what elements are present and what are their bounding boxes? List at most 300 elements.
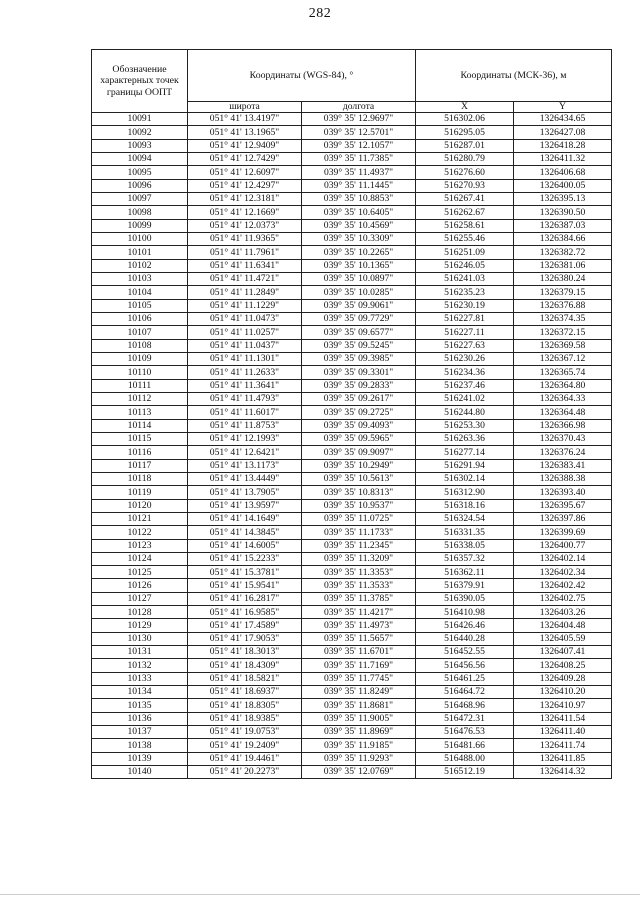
longitude-cell: 039° 35' 11.0725" xyxy=(302,512,416,525)
table-row xyxy=(92,259,612,272)
latitude-cell: 051° 41' 18.3013" xyxy=(188,646,302,659)
point-id-cell: 10123 xyxy=(92,539,188,552)
page-number: 282 xyxy=(308,6,332,21)
point-id-cell: 10114 xyxy=(92,419,188,432)
latitude-cell: 051° 41' 12.1669" xyxy=(188,206,302,219)
table-row xyxy=(92,672,612,685)
latitude-cell: 051° 41' 13.7905" xyxy=(188,486,302,499)
x-cell: 516481.66 xyxy=(416,739,514,752)
longitude-cell: 039° 35' 10.2265" xyxy=(302,246,416,259)
longitude-cell: 039° 35' 10.4569" xyxy=(302,219,416,232)
x-cell: 516241.03 xyxy=(416,272,514,285)
point-id-cell: 10130 xyxy=(92,632,188,645)
longitude-cell: 039° 35' 11.3209" xyxy=(302,552,416,565)
latitude-cell: 051° 41' 13.1965" xyxy=(188,126,302,139)
table-row xyxy=(92,286,612,299)
point-id-cell: 10133 xyxy=(92,672,188,685)
table-row xyxy=(92,299,612,312)
x-cell: 516230.19 xyxy=(416,299,514,312)
y-cell: 1326369.58 xyxy=(514,339,612,352)
table-row xyxy=(92,726,612,739)
longitude-cell: 039° 35' 09.4093" xyxy=(302,419,416,432)
point-id-cell: 10098 xyxy=(92,206,188,219)
header-y: Y xyxy=(514,102,612,113)
latitude-cell: 051° 41' 11.1301" xyxy=(188,352,302,365)
x-cell: 516456.56 xyxy=(416,659,514,672)
y-cell: 1326382.72 xyxy=(514,246,612,259)
x-cell: 516258.61 xyxy=(416,219,514,232)
header-longitude: долгота xyxy=(302,102,416,113)
y-cell: 1326402.14 xyxy=(514,552,612,565)
y-cell: 1326397.86 xyxy=(514,512,612,525)
table-row xyxy=(92,166,612,179)
table-row xyxy=(92,699,612,712)
latitude-cell: 051° 41' 20.2273" xyxy=(188,766,302,779)
x-cell: 516251.09 xyxy=(416,246,514,259)
table-row xyxy=(92,139,612,152)
y-cell: 1326405.59 xyxy=(514,632,612,645)
latitude-cell: 051° 41' 12.6421" xyxy=(188,446,302,459)
x-cell: 516362.11 xyxy=(416,566,514,579)
point-id-cell: 10117 xyxy=(92,459,188,472)
x-cell: 516227.11 xyxy=(416,326,514,339)
latitude-cell: 051° 41' 12.9409" xyxy=(188,139,302,152)
latitude-cell: 051° 41' 14.3845" xyxy=(188,526,302,539)
x-cell: 516302.06 xyxy=(416,113,514,126)
coordinates-table xyxy=(91,49,612,779)
point-id-cell: 10101 xyxy=(92,246,188,259)
longitude-cell: 039° 35' 11.7169" xyxy=(302,659,416,672)
y-cell: 1326411.85 xyxy=(514,752,612,765)
longitude-cell: 039° 35' 09.7729" xyxy=(302,312,416,325)
y-cell: 1326365.74 xyxy=(514,366,612,379)
table-row xyxy=(92,739,612,752)
y-cell: 1326403.26 xyxy=(514,606,612,619)
table-row xyxy=(92,312,612,325)
x-cell: 516270.93 xyxy=(416,179,514,192)
table-row xyxy=(92,606,612,619)
x-cell: 516253.30 xyxy=(416,419,514,432)
y-cell: 1326379.15 xyxy=(514,286,612,299)
latitude-cell: 051° 41' 13.4449" xyxy=(188,472,302,485)
point-id-cell: 10113 xyxy=(92,406,188,419)
latitude-cell: 051° 41' 11.2633" xyxy=(188,366,302,379)
point-id-cell: 10109 xyxy=(92,352,188,365)
table-row xyxy=(92,592,612,605)
point-id-cell: 10131 xyxy=(92,646,188,659)
y-cell: 1326402.34 xyxy=(514,566,612,579)
y-cell: 1326399.69 xyxy=(514,526,612,539)
longitude-cell: 039° 35' 10.8853" xyxy=(302,192,416,205)
y-cell: 1326393.40 xyxy=(514,486,612,499)
longitude-cell: 039° 35' 11.7745" xyxy=(302,672,416,685)
longitude-cell: 039° 35' 10.5613" xyxy=(302,472,416,485)
x-cell: 516302.14 xyxy=(416,472,514,485)
x-cell: 516234.36 xyxy=(416,366,514,379)
table-row xyxy=(92,486,612,499)
x-cell: 516318.16 xyxy=(416,499,514,512)
longitude-cell: 039° 35' 11.9293" xyxy=(302,752,416,765)
x-cell: 516331.35 xyxy=(416,526,514,539)
longitude-cell: 039° 35' 11.5657" xyxy=(302,632,416,645)
header-point-label: Обозначение характерных точек границы ООПТ xyxy=(92,50,188,113)
table-row xyxy=(92,659,612,672)
header-msk-label: Координаты (МСК-36), м xyxy=(416,50,612,102)
table-row xyxy=(92,539,612,552)
y-cell: 1326395.67 xyxy=(514,499,612,512)
y-cell: 1326411.40 xyxy=(514,726,612,739)
longitude-cell: 039° 35' 11.9005" xyxy=(302,712,416,725)
latitude-cell: 051° 41' 14.6005" xyxy=(188,539,302,552)
longitude-cell: 039° 35' 11.9185" xyxy=(302,739,416,752)
longitude-cell: 039° 35' 09.5245" xyxy=(302,339,416,352)
latitude-cell: 051° 41' 13.4197" xyxy=(188,113,302,126)
table-row xyxy=(92,179,612,192)
y-cell: 1326402.42 xyxy=(514,579,612,592)
table-row xyxy=(92,579,612,592)
table-row xyxy=(92,192,612,205)
y-cell: 1326404.48 xyxy=(514,619,612,632)
x-cell: 516227.63 xyxy=(416,339,514,352)
y-cell: 1326434.65 xyxy=(514,113,612,126)
latitude-cell: 051° 41' 11.0437" xyxy=(188,339,302,352)
table-row xyxy=(92,152,612,165)
table-row xyxy=(92,246,612,259)
y-cell: 1326411.54 xyxy=(514,712,612,725)
page-bottom-rule xyxy=(0,894,640,895)
y-cell: 1326384.66 xyxy=(514,232,612,245)
longitude-cell: 039° 35' 12.0769" xyxy=(302,766,416,779)
y-cell: 1326364.80 xyxy=(514,379,612,392)
longitude-cell: 039° 35' 11.2345" xyxy=(302,539,416,552)
point-id-cell: 10095 xyxy=(92,166,188,179)
latitude-cell: 051° 41' 12.7429" xyxy=(188,152,302,165)
point-id-cell: 10140 xyxy=(92,766,188,779)
latitude-cell: 051° 41' 11.9365" xyxy=(188,232,302,245)
latitude-cell: 051° 41' 14.1649" xyxy=(188,512,302,525)
y-cell: 1326411.74 xyxy=(514,739,612,752)
y-cell: 1326395.13 xyxy=(514,192,612,205)
point-id-cell: 10099 xyxy=(92,219,188,232)
longitude-cell: 039° 35' 10.8313" xyxy=(302,486,416,499)
longitude-cell: 039° 35' 10.3309" xyxy=(302,232,416,245)
x-cell: 516476.53 xyxy=(416,726,514,739)
point-id-cell: 10120 xyxy=(92,499,188,512)
x-cell: 516241.02 xyxy=(416,392,514,405)
x-cell: 516227.81 xyxy=(416,312,514,325)
point-id-cell: 10108 xyxy=(92,339,188,352)
table-row xyxy=(92,113,612,126)
y-cell: 1326406.68 xyxy=(514,166,612,179)
y-cell: 1326390.50 xyxy=(514,206,612,219)
x-cell: 516472.31 xyxy=(416,712,514,725)
table-row xyxy=(92,446,612,459)
y-cell: 1326402.75 xyxy=(514,592,612,605)
latitude-cell: 051° 41' 11.2849" xyxy=(188,286,302,299)
y-cell: 1326364.48 xyxy=(514,406,612,419)
point-id-cell: 10132 xyxy=(92,659,188,672)
table-row xyxy=(92,686,612,699)
latitude-cell: 051° 41' 13.1173" xyxy=(188,459,302,472)
y-cell: 1326387.03 xyxy=(514,219,612,232)
point-id-cell: 10124 xyxy=(92,552,188,565)
latitude-cell: 051° 41' 15.3781" xyxy=(188,566,302,579)
y-cell: 1326374.35 xyxy=(514,312,612,325)
table-row xyxy=(92,339,612,352)
point-id-cell: 10126 xyxy=(92,579,188,592)
point-id-cell: 10102 xyxy=(92,259,188,272)
y-cell: 1326400.77 xyxy=(514,539,612,552)
latitude-cell: 051° 41' 11.0257" xyxy=(188,326,302,339)
y-cell: 1326376.88 xyxy=(514,299,612,312)
longitude-cell: 039° 35' 12.9697" xyxy=(302,113,416,126)
table-row xyxy=(92,499,612,512)
longitude-cell: 039° 35' 10.0897" xyxy=(302,272,416,285)
longitude-cell: 039° 35' 11.6701" xyxy=(302,646,416,659)
longitude-cell: 039° 35' 09.2833" xyxy=(302,379,416,392)
latitude-cell: 051° 41' 18.8305" xyxy=(188,699,302,712)
x-cell: 516390.05 xyxy=(416,592,514,605)
point-id-cell: 10121 xyxy=(92,512,188,525)
latitude-cell: 051° 41' 12.4297" xyxy=(188,179,302,192)
y-cell: 1326411.32 xyxy=(514,152,612,165)
table-row xyxy=(92,512,612,525)
x-cell: 516262.67 xyxy=(416,206,514,219)
point-id-cell: 10137 xyxy=(92,726,188,739)
longitude-cell: 039° 35' 12.5701" xyxy=(302,126,416,139)
longitude-cell: 039° 35' 10.9537" xyxy=(302,499,416,512)
y-cell: 1326380.24 xyxy=(514,272,612,285)
point-id-cell: 10134 xyxy=(92,686,188,699)
table-row xyxy=(92,326,612,339)
latitude-cell: 051° 41' 18.5821" xyxy=(188,672,302,685)
table-row xyxy=(92,459,612,472)
y-cell: 1326370.43 xyxy=(514,432,612,445)
table-row xyxy=(92,552,612,565)
table-row xyxy=(92,366,612,379)
x-cell: 516280.79 xyxy=(416,152,514,165)
x-cell: 516324.54 xyxy=(416,512,514,525)
longitude-cell: 039° 35' 12.1057" xyxy=(302,139,416,152)
y-cell: 1326418.28 xyxy=(514,139,612,152)
latitude-cell: 051° 41' 17.4589" xyxy=(188,619,302,632)
point-id-cell: 10097 xyxy=(92,192,188,205)
latitude-cell: 051° 41' 19.4461" xyxy=(188,752,302,765)
latitude-cell: 051° 41' 13.9597" xyxy=(188,499,302,512)
longitude-cell: 039° 35' 09.9061" xyxy=(302,299,416,312)
table-body xyxy=(92,113,612,779)
x-cell: 516287.01 xyxy=(416,139,514,152)
latitude-cell: 051° 41' 19.0753" xyxy=(188,726,302,739)
x-cell: 516291.94 xyxy=(416,459,514,472)
table-row xyxy=(92,472,612,485)
point-id-cell: 10135 xyxy=(92,699,188,712)
latitude-cell: 051° 41' 19.2409" xyxy=(188,739,302,752)
longitude-cell: 039° 35' 09.5965" xyxy=(302,432,416,445)
latitude-cell: 051° 41' 11.1229" xyxy=(188,299,302,312)
longitude-cell: 039° 35' 11.3533" xyxy=(302,579,416,592)
longitude-cell: 039° 35' 09.2725" xyxy=(302,406,416,419)
table-row xyxy=(92,126,612,139)
x-cell: 516452.55 xyxy=(416,646,514,659)
table-row xyxy=(92,232,612,245)
table-row xyxy=(92,392,612,405)
point-id-cell: 10110 xyxy=(92,366,188,379)
longitude-cell: 039° 35' 11.8969" xyxy=(302,726,416,739)
longitude-cell: 039° 35' 10.2949" xyxy=(302,459,416,472)
x-cell: 516246.05 xyxy=(416,259,514,272)
longitude-cell: 039° 35' 11.4217" xyxy=(302,606,416,619)
y-cell: 1326427.08 xyxy=(514,126,612,139)
table-header-row xyxy=(92,50,612,102)
x-cell: 516440.28 xyxy=(416,632,514,645)
header-wgs-label: Координаты (WGS-84), ° xyxy=(188,50,416,102)
longitude-cell: 039° 35' 11.8681" xyxy=(302,699,416,712)
table-row xyxy=(92,632,612,645)
table-row xyxy=(92,352,612,365)
latitude-cell: 051° 41' 11.3641" xyxy=(188,379,302,392)
table-row xyxy=(92,646,612,659)
x-cell: 516410.98 xyxy=(416,606,514,619)
latitude-cell: 051° 41' 11.7961" xyxy=(188,246,302,259)
y-cell: 1326400.05 xyxy=(514,179,612,192)
table-row xyxy=(92,619,612,632)
x-cell: 516468.96 xyxy=(416,699,514,712)
table-row xyxy=(92,432,612,445)
x-cell: 516255.46 xyxy=(416,232,514,245)
x-cell: 516230.26 xyxy=(416,352,514,365)
latitude-cell: 051° 41' 17.9053" xyxy=(188,632,302,645)
point-id-cell: 10093 xyxy=(92,139,188,152)
table-row xyxy=(92,566,612,579)
header-x: X xyxy=(416,102,514,113)
x-cell: 516379.91 xyxy=(416,579,514,592)
point-id-cell: 10119 xyxy=(92,486,188,499)
point-id-cell: 10105 xyxy=(92,299,188,312)
latitude-cell: 051° 41' 11.6341" xyxy=(188,259,302,272)
latitude-cell: 051° 41' 12.1993" xyxy=(188,432,302,445)
point-id-cell: 10106 xyxy=(92,312,188,325)
table-row xyxy=(92,272,612,285)
latitude-cell: 051° 41' 18.6937" xyxy=(188,686,302,699)
latitude-cell: 051° 41' 11.8753" xyxy=(188,419,302,432)
longitude-cell: 039° 35' 11.4937" xyxy=(302,166,416,179)
latitude-cell: 051° 41' 12.6097" xyxy=(188,166,302,179)
y-cell: 1326364.33 xyxy=(514,392,612,405)
longitude-cell: 039° 35' 09.6577" xyxy=(302,326,416,339)
y-cell: 1326407.41 xyxy=(514,646,612,659)
point-id-cell: 10129 xyxy=(92,619,188,632)
latitude-cell: 051° 41' 11.4793" xyxy=(188,392,302,405)
x-cell: 516461.25 xyxy=(416,672,514,685)
y-cell: 1326409.28 xyxy=(514,672,612,685)
y-cell: 1326372.15 xyxy=(514,326,612,339)
point-id-cell: 10100 xyxy=(92,232,188,245)
y-cell: 1326410.97 xyxy=(514,699,612,712)
latitude-cell: 051° 41' 12.3181" xyxy=(188,192,302,205)
x-cell: 516267.41 xyxy=(416,192,514,205)
latitude-cell: 051° 41' 18.9385" xyxy=(188,712,302,725)
table-row xyxy=(92,406,612,419)
table-row xyxy=(92,379,612,392)
point-id-cell: 10103 xyxy=(92,272,188,285)
point-id-cell: 10138 xyxy=(92,739,188,752)
longitude-cell: 039° 35' 09.2617" xyxy=(302,392,416,405)
point-id-cell: 10092 xyxy=(92,126,188,139)
point-id-cell: 10116 xyxy=(92,446,188,459)
x-cell: 516338.05 xyxy=(416,539,514,552)
longitude-cell: 039° 35' 11.1445" xyxy=(302,179,416,192)
point-id-cell: 10136 xyxy=(92,712,188,725)
latitude-cell: 051° 41' 11.4721" xyxy=(188,272,302,285)
x-cell: 516277.14 xyxy=(416,446,514,459)
latitude-cell: 051° 41' 15.2233" xyxy=(188,552,302,565)
x-cell: 516244.80 xyxy=(416,406,514,419)
latitude-cell: 051° 41' 18.4309" xyxy=(188,659,302,672)
table-row xyxy=(92,419,612,432)
table-row xyxy=(92,206,612,219)
y-cell: 1326410.20 xyxy=(514,686,612,699)
y-cell: 1326366.98 xyxy=(514,419,612,432)
table-row xyxy=(92,219,612,232)
x-cell: 516357.32 xyxy=(416,552,514,565)
longitude-cell: 039° 35' 09.3301" xyxy=(302,366,416,379)
latitude-cell: 051° 41' 15.9541" xyxy=(188,579,302,592)
point-id-cell: 10112 xyxy=(92,392,188,405)
longitude-cell: 039° 35' 11.8249" xyxy=(302,686,416,699)
latitude-cell: 051° 41' 11.6017" xyxy=(188,406,302,419)
point-id-cell: 10094 xyxy=(92,152,188,165)
latitude-cell: 051° 41' 11.0473" xyxy=(188,312,302,325)
header-latitude: широта xyxy=(188,102,302,113)
longitude-cell: 039° 35' 11.4973" xyxy=(302,619,416,632)
longitude-cell: 039° 35' 10.6405" xyxy=(302,206,416,219)
x-cell: 516276.60 xyxy=(416,166,514,179)
point-id-cell: 10107 xyxy=(92,326,188,339)
point-id-cell: 10128 xyxy=(92,606,188,619)
longitude-cell: 039° 35' 09.9097" xyxy=(302,446,416,459)
y-cell: 1326367.12 xyxy=(514,352,612,365)
x-cell: 516488.00 xyxy=(416,752,514,765)
latitude-cell: 051° 41' 16.9585" xyxy=(188,606,302,619)
y-cell: 1326376.24 xyxy=(514,446,612,459)
x-cell: 516312.90 xyxy=(416,486,514,499)
point-id-cell: 10096 xyxy=(92,179,188,192)
longitude-cell: 039° 35' 10.0285" xyxy=(302,286,416,299)
longitude-cell: 039° 35' 11.1733" xyxy=(302,526,416,539)
y-cell: 1326388.38 xyxy=(514,472,612,485)
point-id-cell: 10127 xyxy=(92,592,188,605)
point-id-cell: 10111 xyxy=(92,379,188,392)
y-cell: 1326408.25 xyxy=(514,659,612,672)
point-id-cell: 10118 xyxy=(92,472,188,485)
latitude-cell: 051° 41' 16.2817" xyxy=(188,592,302,605)
table-row xyxy=(92,752,612,765)
longitude-cell: 039° 35' 09.3985" xyxy=(302,352,416,365)
y-cell: 1326383.41 xyxy=(514,459,612,472)
point-id-cell: 10091 xyxy=(92,113,188,126)
point-id-cell: 10104 xyxy=(92,286,188,299)
point-id-cell: 10139 xyxy=(92,752,188,765)
y-cell: 1326381.06 xyxy=(514,259,612,272)
table-row xyxy=(92,712,612,725)
latitude-cell: 051° 41' 12.0373" xyxy=(188,219,302,232)
point-id-cell: 10115 xyxy=(92,432,188,445)
x-cell: 516235.23 xyxy=(416,286,514,299)
point-id-cell: 10125 xyxy=(92,566,188,579)
y-cell: 1326414.32 xyxy=(514,766,612,779)
x-cell: 516512.19 xyxy=(416,766,514,779)
